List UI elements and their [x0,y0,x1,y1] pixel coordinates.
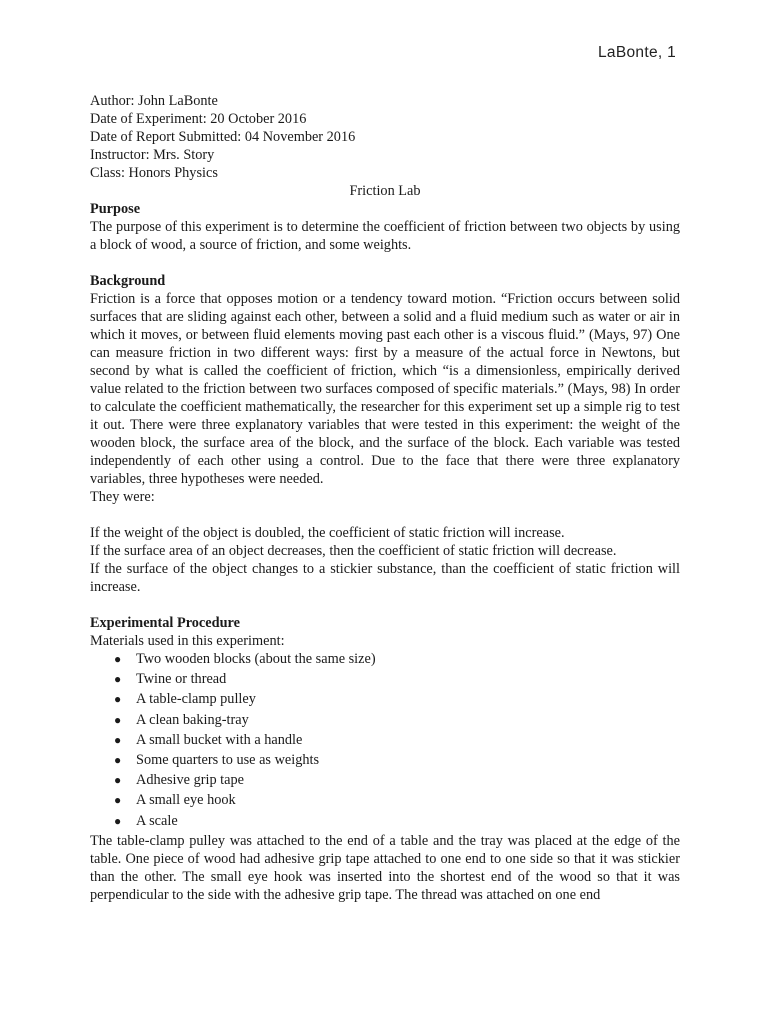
materials-list [90,650,680,832]
list-item-text: A small eye hook [136,792,236,809]
bullet-icon: ● [114,692,122,707]
document-title: Friction Lab [349,183,421,199]
list-item-text: A table-clamp pulley [136,691,256,708]
experiment-date-line: Date of Experiment: 20 October 2016 [90,111,307,127]
procedure-heading: Experimental Procedure [90,615,240,631]
list-item [114,731,680,751]
hypothesis-2: If the surface area of an object decreases, then the coefficient of static friction will decrease. [90,543,617,559]
list-item-text: Some quarters to use as weights [136,751,320,768]
report-date-line: Date of Report Submitted: 04 November 2016 [90,129,356,145]
they-were-line: They were: [90,489,155,505]
document-body [90,92,680,904]
page-header: LaBonte, 1 [598,44,676,61]
list-item [114,711,680,731]
list-item-text: A scale [136,812,178,829]
bullet-icon: ● [114,712,122,727]
spacer [90,254,680,272]
bullet-icon: ● [114,672,122,687]
bullet-icon: ● [114,752,122,767]
list-item-text: Adhesive grip tape [136,772,244,789]
purpose-text: The purpose of this experiment is to determine the coefficient of friction between two objects by using a block of wood, a source of friction, and some weights. [90,219,680,253]
procedure-text: The table-clamp pulley was attached to the end of a table and the tray was placed at the edge of the table. One piece of wood had adhesive grip tape attached to one end to one side so that it was stickier than the other. The small eye hook was inserted into the shortest end of the wood so that it was perpendicular to the side with the adhesive grip tape. The thread was attached on one end [90,832,680,903]
instructor-line: Instructor: Mrs. Story [90,147,215,163]
bullet-icon: ● [114,793,122,808]
list-item [114,650,680,670]
list-item-text: A clean baking-tray [136,711,249,728]
purpose-heading: Purpose [90,201,141,217]
bullet-icon: ● [114,652,122,666]
list-item [114,812,680,832]
list-item [114,690,680,710]
spacer [90,506,680,524]
background-text: Friction is a force that opposes motion or a tendency toward motion. “Friction occurs between solid surfaces that are sliding against each other, between a solid and a fluid medium such as water or air in which it moves, or between fluid elements moving past each other is a viscous fluid.” (Mays, 97) One can measure friction in two different ways: first by a measure of the actual force in Newtons, but second by what is called the coefficient of friction, which “is a dimensionless, empirically derived value related to the friction between two surfaces composed of specific materials.” (Mays, 98) In order to calculate the coefficient mathematically, the researcher for this experiment set up a simple rig to test it out. There were three explanatory variables that were tested in this experiment: the weight of the wooden block, the surface area of the block, and the surface of the block. Each variable was tested independently of each other using a control. Due to the face that there were three explanatory variables, three hypotheses were needed. [90,291,680,487]
materials-intro: Materials used in this experiment: [90,633,285,649]
list-item [114,791,680,811]
class-line: Class: Honors Physics [90,165,218,181]
list-item [114,771,680,791]
list-item [114,751,680,771]
list-item-text: A small bucket with a handle [136,731,303,748]
list-item-text: Twine or thread [136,671,227,688]
hypothesis-3: If the surface of the object changes to a stickier substance, than the coefficient of static friction will increase. [90,561,680,595]
list-item-text: Two wooden blocks (about the same size) [136,651,376,667]
background-heading: Background [90,273,166,289]
author-line: Author: John LaBonte [90,93,218,109]
hypothesis-1: If the weight of the object is doubled, the coefficient of static friction will increase. [90,525,565,541]
bullet-icon: ● [114,813,122,828]
spacer [90,596,680,614]
bullet-icon: ● [114,732,122,747]
bullet-icon: ● [114,773,122,788]
list-item [114,670,680,690]
